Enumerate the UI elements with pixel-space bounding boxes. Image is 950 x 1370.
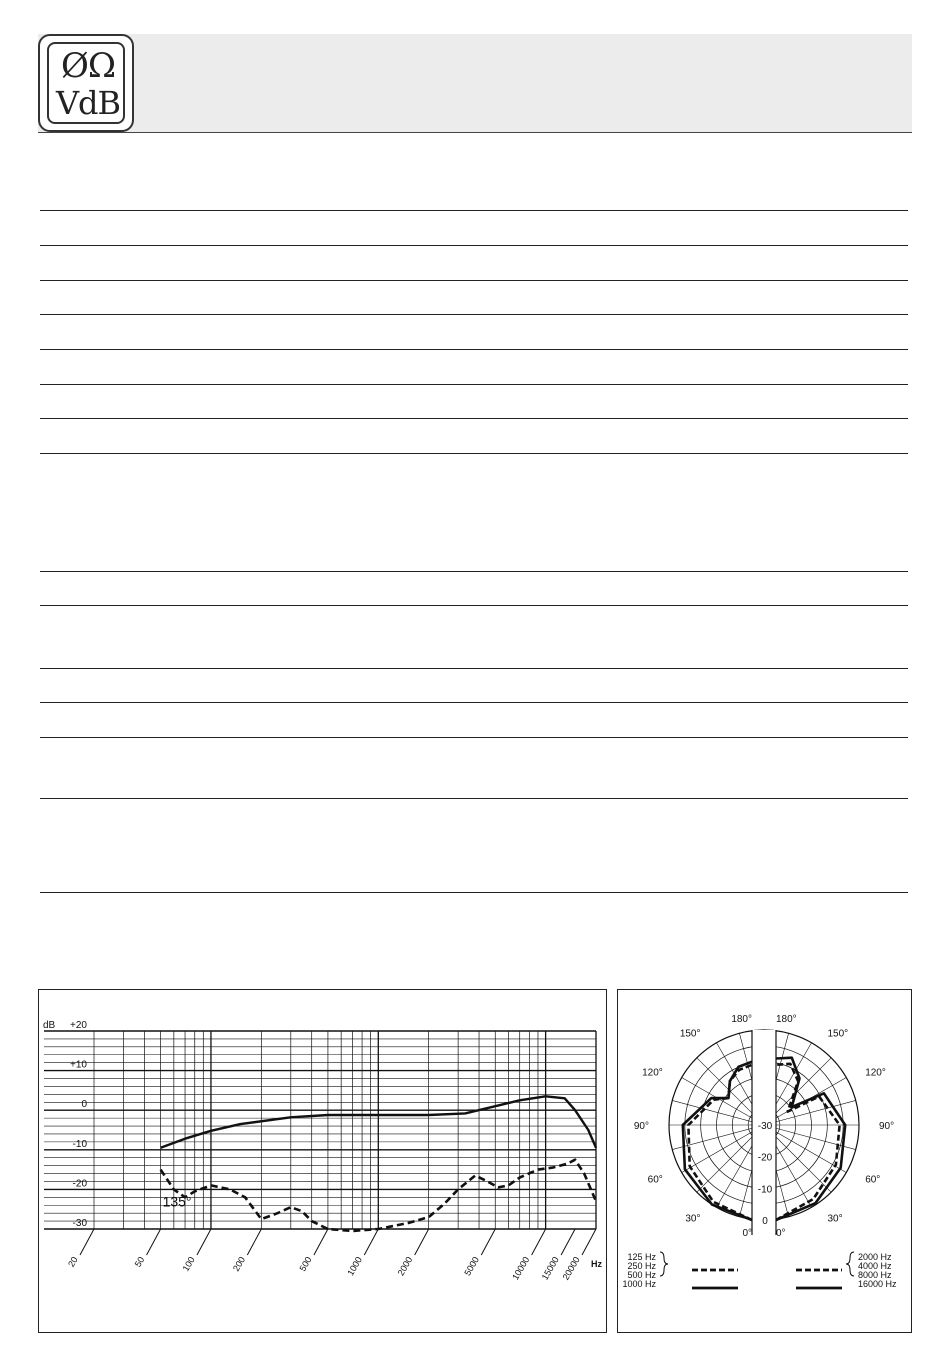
polar-pattern-chart xyxy=(618,990,911,1332)
y-tick-label: -10 xyxy=(72,1138,87,1150)
polar-angle-label-right: 0° xyxy=(776,1228,786,1239)
polar-center-gap xyxy=(752,1030,776,1235)
y-axis-label: dB xyxy=(43,1020,56,1031)
polar-grid xyxy=(669,1030,859,1235)
x-tick-label: 100 xyxy=(180,1255,197,1274)
y-tick-label: -30 xyxy=(72,1218,87,1229)
x-tick-mark xyxy=(147,1229,161,1255)
x-tick-mark xyxy=(415,1229,429,1255)
x-tick-label: 10000 xyxy=(510,1255,532,1282)
frequency-response-chart xyxy=(39,990,606,1332)
polar-angle-label-right: 120° xyxy=(865,1067,886,1079)
x-axis-unit: Hz xyxy=(591,1259,602,1269)
table-row-rule xyxy=(40,702,908,703)
y-tick-label: +10 xyxy=(70,1059,87,1071)
legend-label-right: 16000 Hz xyxy=(858,1279,897,1289)
y-tick-label: -20 xyxy=(72,1178,87,1190)
polar-angle-label-left: 120° xyxy=(642,1067,663,1079)
table-row-rule xyxy=(40,892,908,893)
table-row-rule xyxy=(40,384,908,385)
x-tick-mark xyxy=(80,1229,94,1255)
table-row-rule xyxy=(40,453,908,454)
x-tick-mark xyxy=(481,1229,495,1255)
polar-radial-label: -10 xyxy=(757,1184,773,1196)
polar-angle-label-left: 60° xyxy=(647,1174,663,1186)
frequency-response-panel xyxy=(38,989,607,1333)
table-row-rule xyxy=(40,605,908,606)
y-tick-label: +20 xyxy=(70,1020,87,1031)
legend-label-right: 2000 Hz xyxy=(858,1252,892,1262)
table-row-rule xyxy=(40,280,908,281)
polar-legend xyxy=(622,1252,897,1289)
x-tick-label: 200 xyxy=(230,1255,248,1274)
legend-label-right: 4000 Hz xyxy=(858,1261,892,1271)
polar-angle-label-left: 150° xyxy=(679,1028,701,1040)
polar-angle-label-right: 180° xyxy=(776,1014,797,1025)
polar-series-left-solid xyxy=(683,1062,752,1220)
polar-angle-label-right: 30° xyxy=(827,1213,843,1225)
x-tick-label: 15000 xyxy=(539,1255,561,1282)
x-tick-label: 50 xyxy=(132,1255,147,1269)
x-tick-label: 1000 xyxy=(345,1255,365,1278)
polar-angle-label-left: 30° xyxy=(685,1213,701,1225)
x-tick-mark xyxy=(364,1229,378,1255)
legend-label-left: 125 Hz xyxy=(627,1252,656,1262)
polar-angle-label-right: 60° xyxy=(865,1174,881,1186)
table-row-rule xyxy=(40,349,908,350)
logo-line-2: VdB xyxy=(55,84,121,122)
table-row-rule xyxy=(40,798,908,799)
table-row-rule xyxy=(40,668,908,669)
annotation-angle: 135° xyxy=(162,1193,192,1210)
brand-logo xyxy=(38,34,134,132)
chart-labels xyxy=(43,1020,602,1282)
x-tick-mark xyxy=(197,1229,211,1255)
polar-pattern-panel xyxy=(617,989,912,1333)
x-tick-mark xyxy=(314,1229,328,1255)
legend-brace-left xyxy=(660,1252,668,1276)
header-band xyxy=(38,34,912,133)
table-row-rule xyxy=(40,418,908,419)
legend-label-left: 1000 Hz xyxy=(622,1279,656,1289)
legend-label-left: 500 Hz xyxy=(627,1270,656,1280)
polar-angle-label-left: 0° xyxy=(742,1228,752,1239)
logo-frame xyxy=(47,42,125,124)
table-row-rule xyxy=(40,571,908,572)
polar-radial-label: 0 xyxy=(762,1216,768,1227)
x-tick-mark xyxy=(582,1229,596,1255)
x-tick-label: 5000 xyxy=(462,1255,481,1278)
polar-angle-label-left: 90° xyxy=(633,1121,649,1132)
x-tick-label: 2000 xyxy=(395,1255,415,1278)
polar-radial-label: -30 xyxy=(757,1121,773,1132)
x-tick-label: 500 xyxy=(297,1255,314,1274)
table-row-rule xyxy=(40,737,908,738)
table-row-rule xyxy=(40,314,908,315)
x-tick-label: 20000 xyxy=(560,1255,582,1282)
polar-radial-label: -20 xyxy=(757,1152,773,1164)
logo-line-1: ØΩ xyxy=(60,46,116,86)
legend-brace-right xyxy=(846,1252,854,1276)
polar-angle-label-right: 90° xyxy=(879,1121,895,1132)
legend-label-left: 250 Hz xyxy=(627,1261,656,1271)
polar-angle-label-right: 150° xyxy=(827,1028,849,1040)
x-tick-mark xyxy=(561,1229,575,1255)
table-row-rule xyxy=(40,245,908,246)
x-tick-mark xyxy=(247,1229,261,1255)
polar-angle-label-left: 180° xyxy=(731,1014,752,1025)
y-tick-label: 0 xyxy=(81,1099,87,1111)
x-tick-label: 20 xyxy=(66,1255,80,1269)
chart-grid xyxy=(44,1031,596,1229)
x-tick-mark xyxy=(532,1229,546,1255)
table-row-rule xyxy=(40,210,908,211)
legend-label-right: 8000 Hz xyxy=(858,1270,892,1280)
